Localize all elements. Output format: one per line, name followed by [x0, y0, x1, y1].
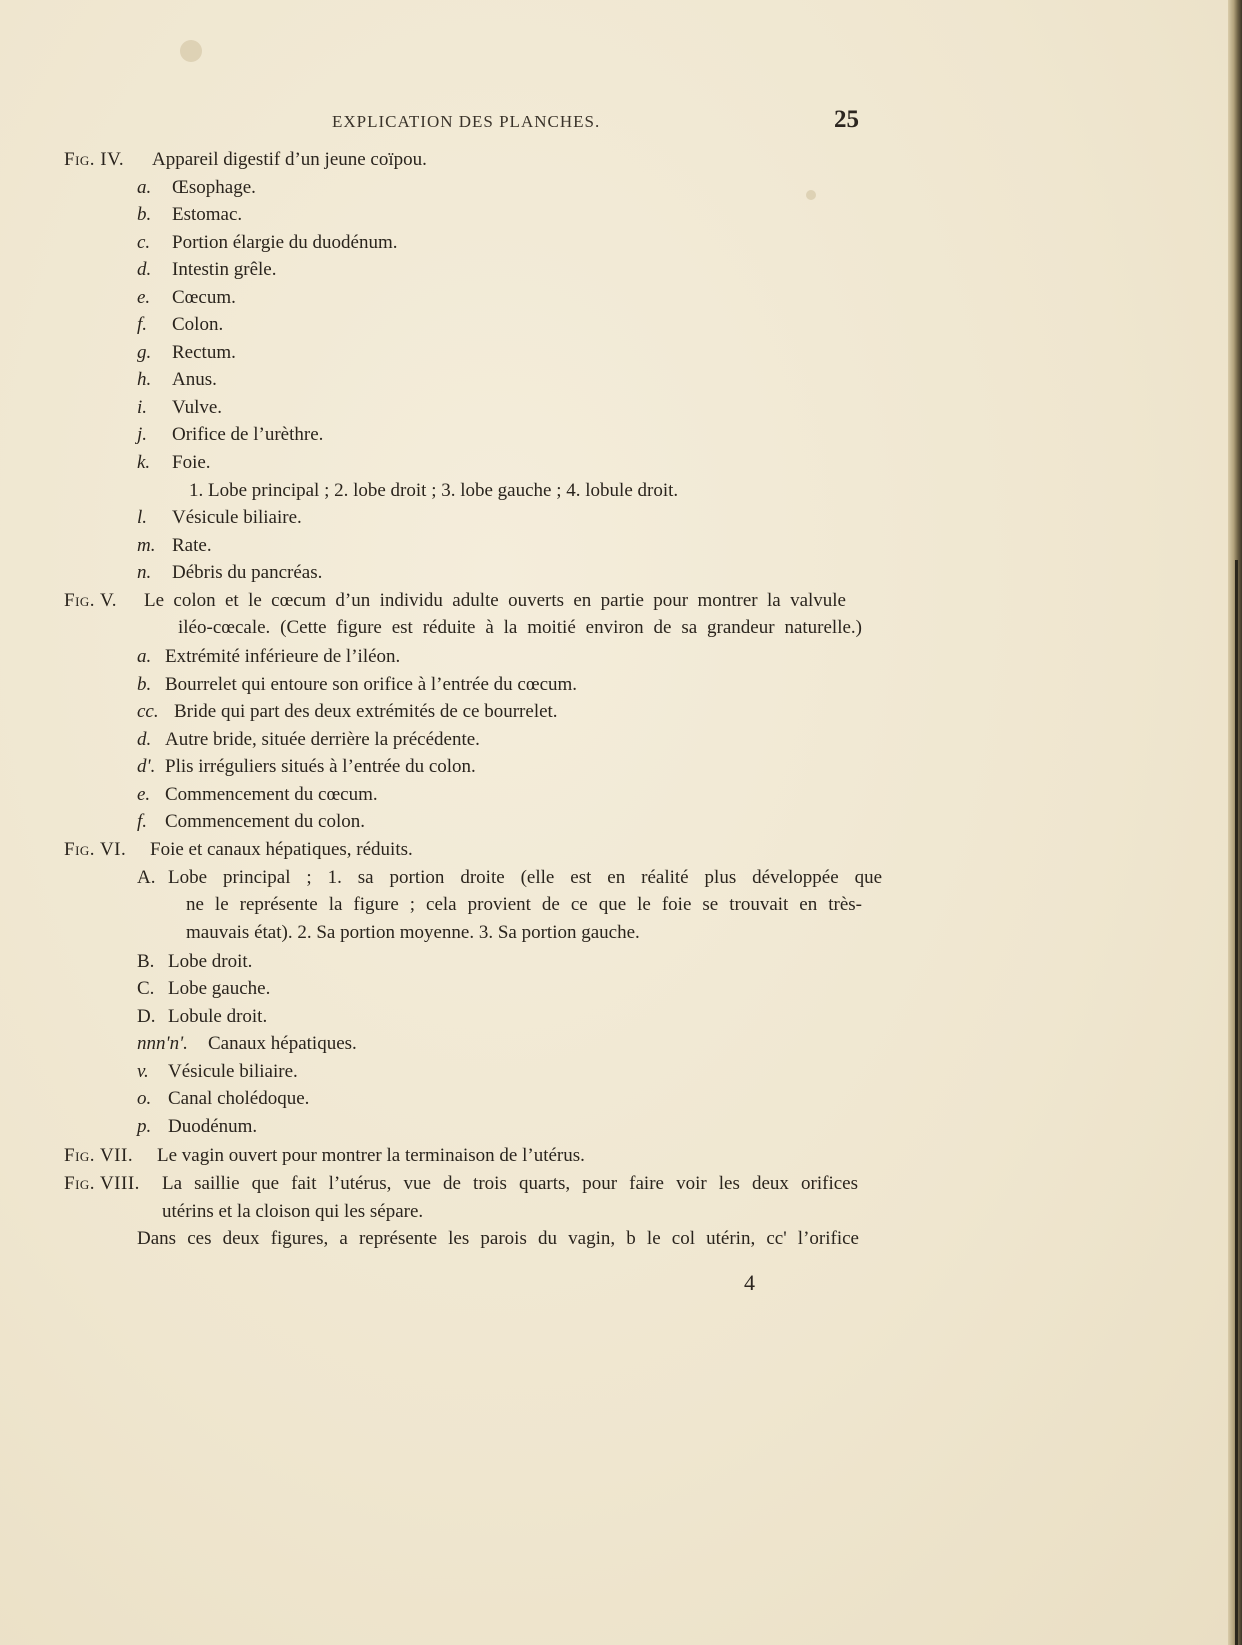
- legend-text: Portion élargie du duodénum.: [172, 232, 398, 253]
- legend-text: Duodénum.: [168, 1116, 258, 1137]
- legend-key: n.: [137, 562, 152, 583]
- signature-mark: 4: [744, 1270, 755, 1295]
- legend-text: Œsophage.: [172, 177, 256, 198]
- legend-text: ne le représente la figure ; cela provient de ce que le foie se trouvait en très-: [186, 894, 862, 915]
- legend-text: Cœcum.: [172, 287, 236, 308]
- legend-key: cc.: [137, 701, 159, 722]
- page-number: 25: [834, 106, 859, 133]
- legend-text: Intestin grêle.: [172, 259, 277, 280]
- legend-key: c.: [137, 232, 151, 253]
- legend-key: b.: [137, 204, 152, 225]
- legend-text: Vésicule biliaire.: [168, 1061, 298, 1082]
- legend-text: utérins et la cloison qui les sépare.: [162, 1201, 424, 1222]
- legend-text: Le vagin ouvert pour montrer la terminaison de l’utérus.: [157, 1145, 585, 1166]
- legend-text: Rectum.: [172, 342, 236, 363]
- legend-text: Appareil digestif d’un jeune coïpou.: [152, 149, 427, 170]
- legend-key: A.: [137, 867, 156, 888]
- paper-stain: [806, 190, 816, 200]
- legend-text: Orifice de l’urèthre.: [172, 424, 324, 445]
- legend-key: v.: [137, 1061, 149, 1082]
- legend-text: mauvais état). 2. Sa portion moyenne. 3. Sa portion gauche.: [186, 922, 640, 943]
- spine-line: [1235, 560, 1238, 1645]
- figure-label: Fig. V.: [64, 590, 117, 611]
- legend-key: p.: [137, 1116, 152, 1137]
- running-title: EXPLICATION DES PLANCHES.: [332, 112, 601, 131]
- legend-text: Lobule droit.: [168, 1006, 268, 1027]
- legend-text: Débris du pancréas.: [172, 562, 323, 583]
- legend-text: Plis irréguliers situés à l’entrée du colon.: [165, 756, 476, 777]
- figure-label: Fig. IV.: [64, 149, 125, 170]
- legend-key: e.: [137, 784, 151, 805]
- legend-text: Lobe principal ; 1. sa portion droite (elle est en réalité plus développée que: [168, 867, 882, 888]
- legend-key: B.: [137, 951, 155, 972]
- legend-text: Vulve.: [172, 397, 223, 418]
- legend-text: Commencement du cœcum.: [165, 784, 378, 805]
- figure-label: Fig. VI.: [64, 839, 127, 860]
- legend-text: 1. Lobe principal ; 2. lobe droit ; 3. lobe gauche ; 4. lobule droit.: [189, 480, 679, 501]
- legend-text: Lobe droit.: [168, 951, 253, 972]
- page-header: [0, 106, 1242, 142]
- legend-text: Extrémité inférieure de l’iléon.: [165, 646, 401, 667]
- paper-stain: [180, 40, 202, 62]
- legend-key: k.: [137, 452, 151, 473]
- figure-label: Fig. VIII.: [64, 1173, 140, 1194]
- legend-key: a.: [137, 646, 152, 667]
- legend-text: iléo-cœcale. (Cette figure est réduite à la moitié environ de sa grandeur naturelle.): [178, 617, 862, 638]
- legend-key: d.: [137, 729, 152, 750]
- legend-key: i.: [137, 397, 148, 418]
- legend-text: Colon.: [172, 314, 224, 335]
- legend-key: a.: [137, 177, 152, 198]
- legend-text: Bourrelet qui entoure son orifice à l’entrée du cœcum.: [165, 674, 578, 695]
- figure-label: Fig. VII.: [64, 1145, 134, 1166]
- legend-text: Dans ces deux figures, a représente les parois du vagin, b le col utérin, cc' l’orifice: [137, 1228, 859, 1249]
- legend-key: nnn'n'.: [137, 1033, 188, 1054]
- legend-text: Le colon et le cœcum d’un individu adulte ouverts en partie pour montrer la valvule: [144, 590, 846, 611]
- legend-text: Canaux hépatiques.: [208, 1033, 357, 1054]
- legend-text: Bride qui part des deux extrémités de ce bourrelet.: [174, 701, 558, 722]
- legend-text: Canal cholédoque.: [168, 1088, 310, 1109]
- legend-key: e.: [137, 287, 151, 308]
- legend-text: Foie.: [172, 452, 211, 473]
- legend-key: d.: [137, 259, 152, 280]
- legend-key: f.: [137, 314, 148, 335]
- legend-key: j.: [137, 424, 148, 445]
- legend-key: o.: [137, 1088, 152, 1109]
- legend-key: d'.: [137, 756, 156, 777]
- legend-text: Vésicule biliaire.: [172, 507, 302, 528]
- legend-key: D.: [137, 1006, 156, 1027]
- legend-text: Rate.: [172, 535, 212, 556]
- legend-text: Anus.: [172, 369, 217, 390]
- book-spine-edge: [1228, 0, 1242, 1645]
- legend-text: La saillie que fait l’utérus, vue de trois quarts, pour faire voir les deux orifices: [162, 1173, 858, 1194]
- legend-key: l.: [137, 507, 148, 528]
- legend-text: Commencement du colon.: [165, 811, 365, 832]
- legend-key: m.: [137, 535, 156, 556]
- legend-text: Autre bride, située derrière la précédente.: [165, 729, 480, 750]
- legend-key: h.: [137, 369, 152, 390]
- legend-key: b.: [137, 674, 152, 695]
- legend-text: Foie et canaux hépatiques, réduits.: [150, 839, 413, 860]
- legend-key: g.: [137, 342, 152, 363]
- legend-text: Lobe gauche.: [168, 978, 271, 999]
- legend-key: f.: [137, 811, 148, 832]
- legend-text: Estomac.: [172, 204, 243, 225]
- legend-key: C.: [137, 978, 155, 999]
